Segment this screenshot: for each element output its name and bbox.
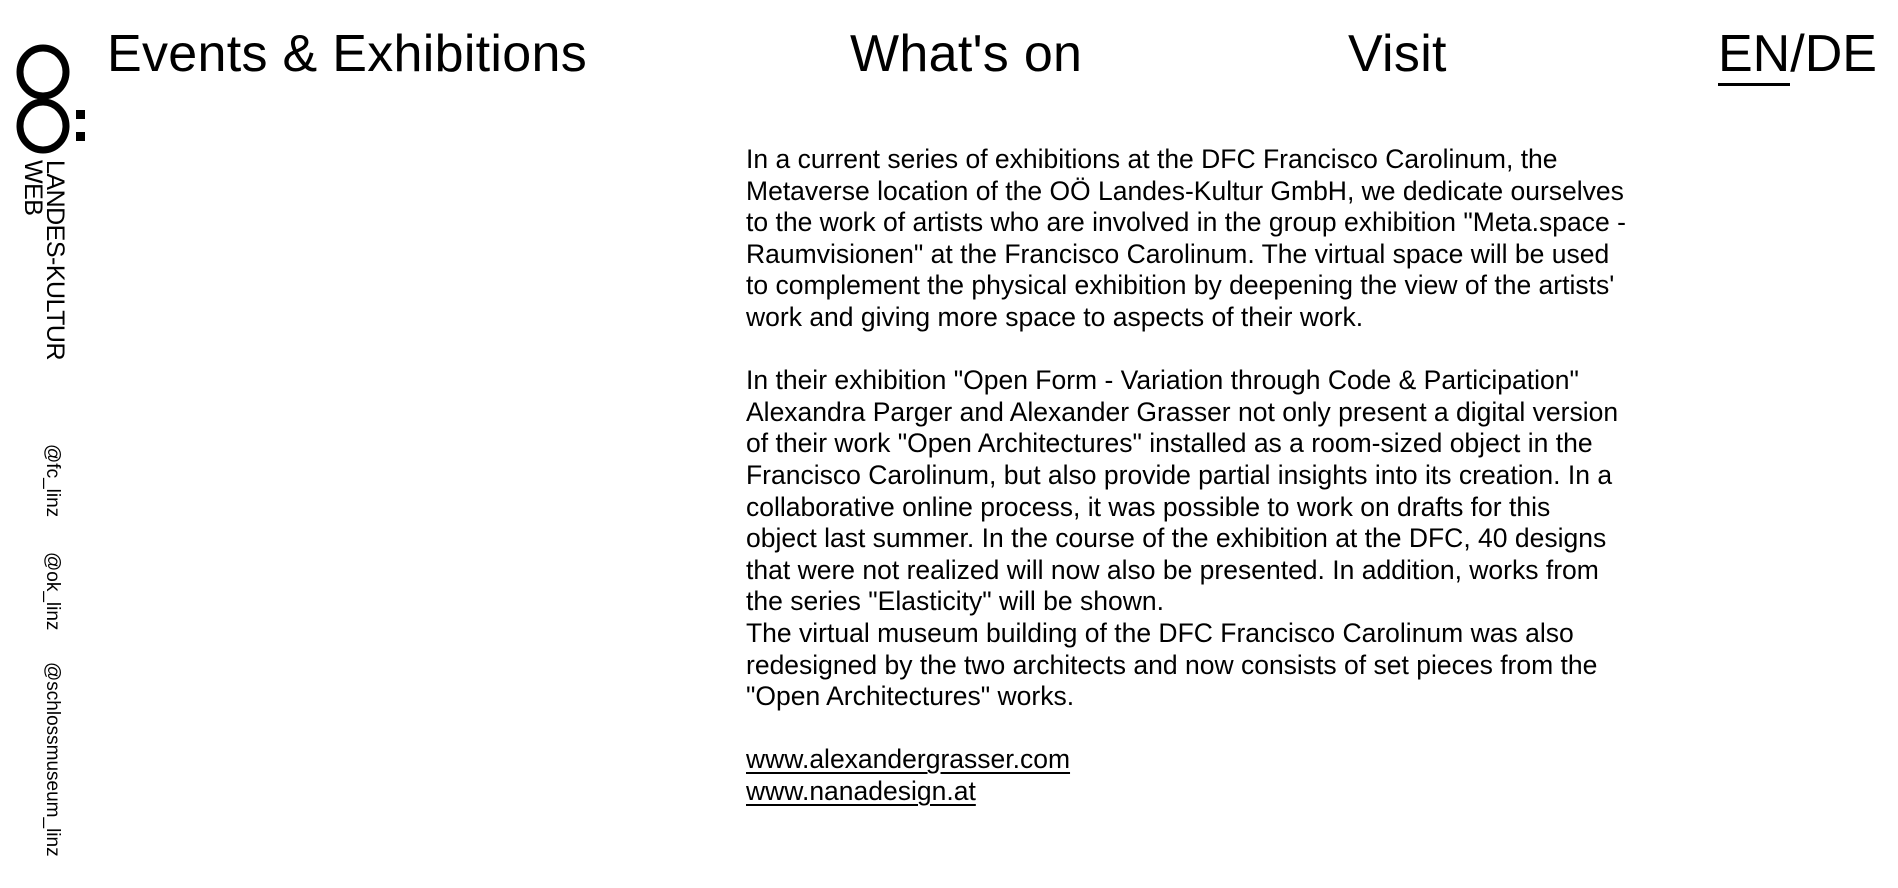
nav-visit[interactable]: Visit (1348, 25, 1447, 83)
social-fc-linz[interactable]: @fc_linz (42, 444, 63, 518)
link-nanadesign[interactable]: www.nanadesign.at (746, 775, 976, 806)
logo-line-1: LANDES-KULTUR (41, 160, 69, 361)
social-ok-linz[interactable]: @ok_linz (42, 552, 63, 631)
logo-line-2: WEB (19, 160, 47, 216)
paragraph-intro: In a current series of exhibitions at the DFC Francisco Carolinum, the Metaverse location of the OÖ Landes-Kultur GmbH, we dedicate ourselves to the work of artists who are involved in the group exhibition "Meta.space - Raumvisionen" at the Francisco Carolinum. The virtual space will be used to complement the physical exhibition by deepening the view of the artists' work and giving more space to aspects of their work. (746, 144, 1626, 332)
logo-wordmark (19, 160, 69, 361)
social-schlossmuseum-linz[interactable]: @schlossmuseum_linz (42, 662, 63, 857)
links-list (746, 744, 1626, 807)
paragraph-open-form: In their exhibition "Open Form - Variation through Code & Participation" Alexandra Parger and Alexander Grasser not only present a digital version of their work "Open Architectures" installed as a room-sized object in the Francisco Carolinum, but also provide partial insights into its creation. In a collaborative online process, it was possible to work on drafts for this object last summer. In the course of the exhibition at the DFC, 40 designs that were not realized will now also be presented. In addition, works from the series "Elasticity" will be shown. (746, 365, 1619, 617)
nav-events-exhibitions[interactable]: Events & Exhibitions (107, 25, 588, 83)
exhibition-description (746, 144, 1626, 807)
language-de[interactable]: DE (1804, 25, 1877, 83)
language-en[interactable]: EN (1718, 25, 1790, 86)
language-switcher (1718, 22, 1877, 86)
link-alexandergrasser[interactable]: www.alexandergrasser.com (746, 744, 1071, 775)
paragraph-virtual-building: The virtual museum building of the DFC Francisco Carolinum was also redesigned by the two architects and now consists of set pieces from the "Open Architectures" works. (746, 617, 1598, 712)
nav-whats-on[interactable]: What's on (850, 25, 1083, 83)
language-separator: / (1790, 25, 1805, 83)
oo-logo-mark-icon (14, 44, 94, 156)
oo-landes-kultur-logo[interactable] (14, 44, 94, 384)
